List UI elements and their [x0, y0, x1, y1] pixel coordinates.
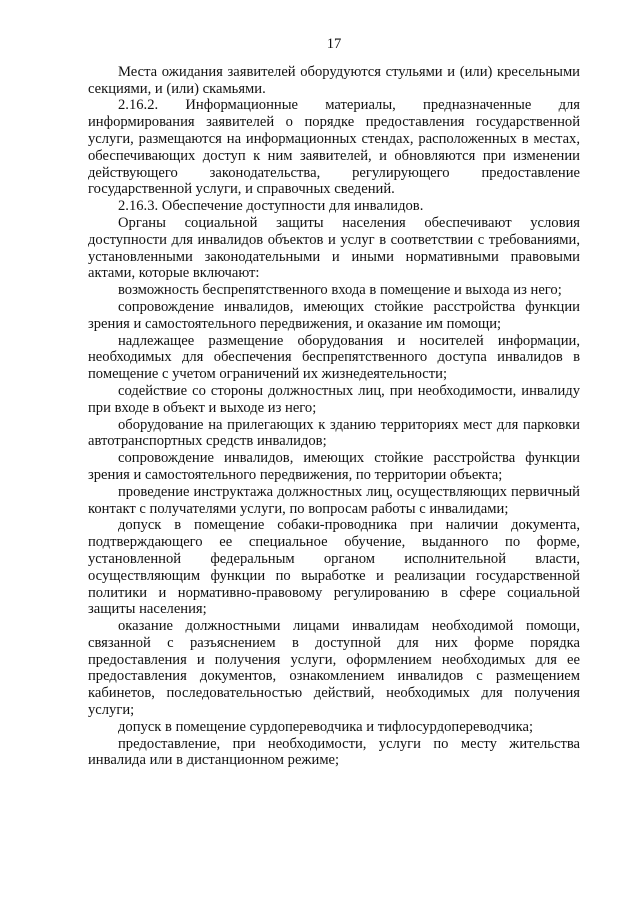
list-item-necessary-help: оказание должностными лицами инвалидам необходимой помощи, связанной с разъяснением в доступной для них форме порядка предоставления и получения услуги, оформлением необходимых для ее предоставления документов, ознакомлением инвалидов с размещением кабинетов, последовательностью действий, необходимых для получения услуги; [88, 618, 580, 719]
list-item-escort-territory: сопровождение инвалидов, имеющих стойкие расстройства функции зрения и самостоятельного передвижения, по территории объекта; [88, 450, 580, 483]
list-item-guide-dog: допуск в помещение собаки-проводника при наличии документа, подтверждающего ее специальное обучение, выданного по форме, установленной федеральным органом исполнительной власти, осуществляющим функции по выработке и реализации государственной политики и нормативно-правовому регулированию в сфере социальной защиты населения; [88, 517, 580, 618]
page-number: 17 [326, 36, 342, 52]
paragraph-accessibility-intro: Органы социальной защиты населения обеспечивают условия доступности для инвалидов объектов и услуг в соответствии с требованиями, установленными законодательными и иными нормативными правовыми актами, которые включают: [88, 214, 580, 282]
document-body [88, 64, 580, 769]
list-item-staff-briefing: проведение инструктажа должностных лиц, осуществляющих первичный контакт с получателями услуги, по вопросам работы с инвалидами; [88, 483, 580, 517]
list-item-equipment-placement: надлежащее размещение оборудования и носителей информации, необходимых для обеспечения беспрепятственного доступа инвалидов в помещение с учетом ограничений их жизнедеятельности; [88, 332, 580, 383]
paragraph-2-16-2: 2.16.2. Информационные материалы, предназначенные для информирования заявителей о порядке предоставления государственной услуги, размещаются на информационных стендах, расположенных в местах, обеспечивающих доступ к ним заявителей, и обновляются при изменении действующего законодательства, регулирующего предоставление государственной услуги, и справочных сведений. [88, 97, 580, 198]
paragraph-waiting-areas: Места ожидания заявителей оборудуются стульями и (или) кресельными секциями, и (или) скамьями. [88, 63, 580, 97]
paragraph-2-16-3: 2.16.3. Обеспечение доступности для инвалидов. [118, 198, 424, 215]
list-item-parking: оборудование на прилегающих к зданию территориях мест для парковки автотранспортных средств инвалидов; [88, 416, 580, 450]
document-page [88, 36, 580, 769]
list-item-remote-service: предоставление, при необходимости, услуги по месту жительства инвалида или в дистанционном режиме; [88, 735, 580, 769]
list-item-escort-assistance: сопровождение инвалидов, имеющих стойкие расстройства функции зрения и самостоятельного передвижения, и оказание им помощи; [88, 298, 580, 332]
list-item-entrance: возможность беспрепятственного входа в помещение и выхода из него; [118, 282, 562, 299]
list-item-official-assistance: содействие со стороны должностных лиц, при необходимости, инвалиду при входе в объект и выходе из него; [88, 382, 580, 416]
list-item-sign-interpreter: допуск в помещение сурдопереводчика и тифлосурдопереводчика; [118, 718, 534, 735]
